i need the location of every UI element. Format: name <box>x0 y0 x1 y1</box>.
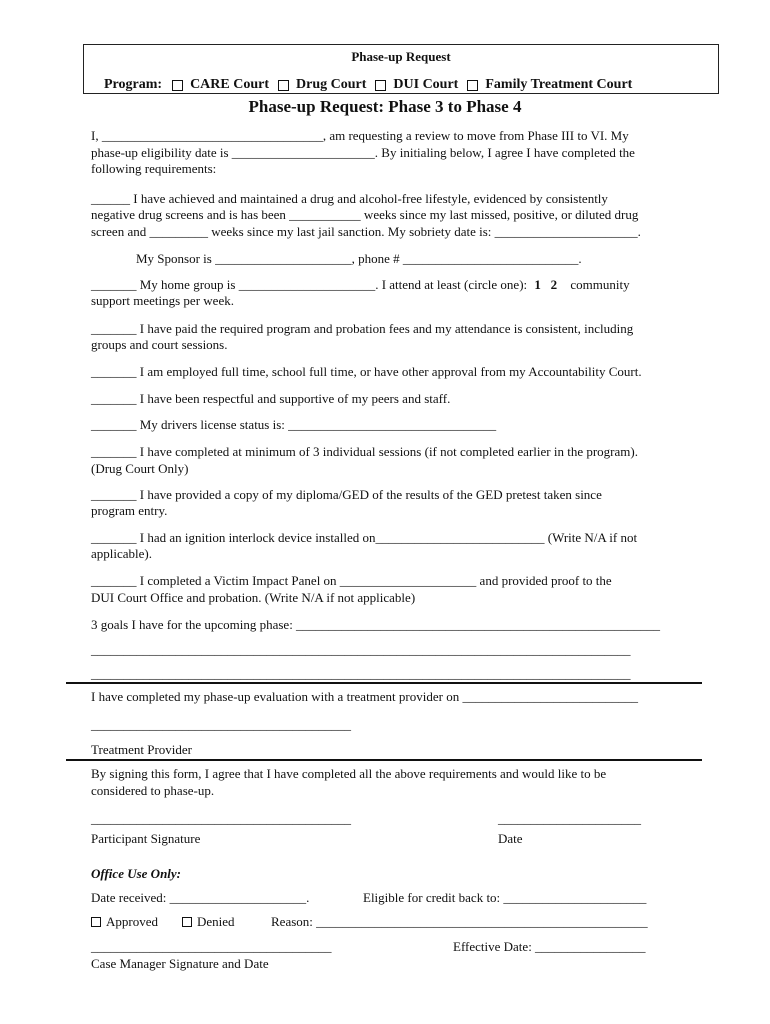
denied-label: Denied <box>197 914 235 929</box>
home-group-text: _______ My home group is _____________________. I attend at least (circle one): <box>91 277 528 292</box>
participant-signature-line: ________________________________________ <box>91 811 351 826</box>
denied-checkbox[interactable] <box>182 917 192 927</box>
dui-court-label: DUI Court <box>393 77 459 92</box>
req-license: _______ My drivers license status is: ________________________________ <box>91 417 497 432</box>
program-label: Program: <box>104 77 163 92</box>
home-group-line-2: support meetings per week. <box>91 293 234 308</box>
drug-court-checkbox[interactable] <box>278 80 289 91</box>
sponsor-line: My Sponsor is _____________________, phone # ___________________________. <box>136 251 582 266</box>
page-title: Phase-up Request: Phase 3 to Phase 4 <box>248 97 522 116</box>
date-line: ______________________ <box>498 811 641 826</box>
divider-2 <box>66 759 702 761</box>
drug-court-label: Drug Court <box>296 77 367 92</box>
divider-1 <box>66 682 702 684</box>
approved-label: Approved <box>106 914 158 929</box>
header-title: Phase-up Request <box>351 49 451 64</box>
intro-line-2: phase-up eligibility date is ______________________. By initialing below, I agree I have completed the <box>91 145 635 160</box>
reason-line: Reason: ___________________________________________________ <box>271 914 648 929</box>
treatment-provider-label: Treatment Provider <box>91 742 192 757</box>
goals-line-3: ___________________________________________________________________________________ <box>91 666 631 681</box>
date-label: Date <box>498 831 523 846</box>
case-manager-label: Case Manager Signature and Date <box>91 956 269 971</box>
dui-court-checkbox[interactable] <box>375 80 386 91</box>
req-respect: _______ I have been respectful and supportive of my peers and staff. <box>91 391 451 406</box>
req-fees-line-2: groups and court sessions. <box>91 337 228 352</box>
case-manager-signature-line: _____________________________________ <box>91 939 332 954</box>
date-received: Date received: _____________________. <box>91 890 310 905</box>
req-drugfree-line-1: ______ I have achieved and maintained a drug and alcohol-free lifestyle, evidenced by consistently <box>91 191 608 206</box>
family-treatment-court-label: Family Treatment Court <box>485 77 633 92</box>
program-row <box>104 77 632 93</box>
approved-option[interactable] <box>91 914 158 930</box>
signing-line-1: By signing this form, I agree that I have completed all the above requirements and would like to be <box>91 766 607 781</box>
denied-option[interactable] <box>182 914 235 930</box>
goals-line-2: ___________________________________________________________________________________ <box>91 642 631 657</box>
goals-line-1: 3 goals I have for the upcoming phase: ________________________________________________________ <box>91 617 661 632</box>
req-sessions-line-2: (Drug Court Only) <box>91 461 189 476</box>
home-group-line-1 <box>91 277 630 293</box>
intro-line-1: I, __________________________________, am requesting a review to move from Phase III to VI. My <box>91 128 629 143</box>
req-interlock-line-2: applicable). <box>91 546 152 561</box>
req-fees-line-1: _______ I have paid the required program and probation fees and my attendance is consistent, including <box>91 321 634 336</box>
req-drugfree-line-3: screen and _________ weeks since my last jail sanction. My sobriety date is: ______________________. <box>91 224 641 239</box>
care-court-label: CARE Court <box>190 77 270 92</box>
header-box <box>83 44 719 94</box>
req-diploma-line-2: program entry. <box>91 503 168 518</box>
approved-checkbox[interactable] <box>91 917 101 927</box>
evaluation-text: I have completed my phase-up evaluation with a treatment provider on ___________________________ <box>91 689 638 704</box>
signing-line-2: considered to phase-up. <box>91 783 215 798</box>
intro-line-3: following requirements: <box>91 161 217 176</box>
req-sessions-line-1: _______ I have completed at minimum of 3 individual sessions (if not completed earlier in the program). <box>91 444 638 459</box>
office-use-heading: Office Use Only: <box>91 866 182 881</box>
family-treatment-court-checkbox[interactable] <box>467 80 478 91</box>
req-employed: _______ I am employed full time, school full time, or have other approval from my Accountability Court. <box>91 364 642 379</box>
home-group-suffix: community <box>570 277 630 292</box>
effective-date: Effective Date: _________________ <box>453 939 646 954</box>
req-diploma-line-1: _______ I have provided a copy of my diploma/GED of the results of the GED pretest taken since <box>91 487 602 502</box>
home-group-options[interactable]: 1 2 <box>534 277 558 292</box>
req-victim-line-1: _______ I completed a Victim Impact Panel on _____________________ and provided proof to the <box>91 573 612 588</box>
req-victim-line-2: DUI Court Office and probation. (Write N/A if not applicable) <box>91 590 416 605</box>
participant-signature-label: Participant Signature <box>91 831 201 846</box>
treatment-provider-line: ________________________________________ <box>91 717 351 732</box>
req-drugfree-line-2: negative drug screens and is has been ___________ weeks since my last missed, positive, or diluted drug <box>91 207 639 222</box>
eligible-credit: Eligible for credit back to: ______________________ <box>363 890 647 905</box>
care-court-checkbox[interactable] <box>172 80 183 91</box>
req-interlock-line-1: _______ I had an ignition interlock device installed on__________________________ (Write N/A if not <box>91 530 638 545</box>
